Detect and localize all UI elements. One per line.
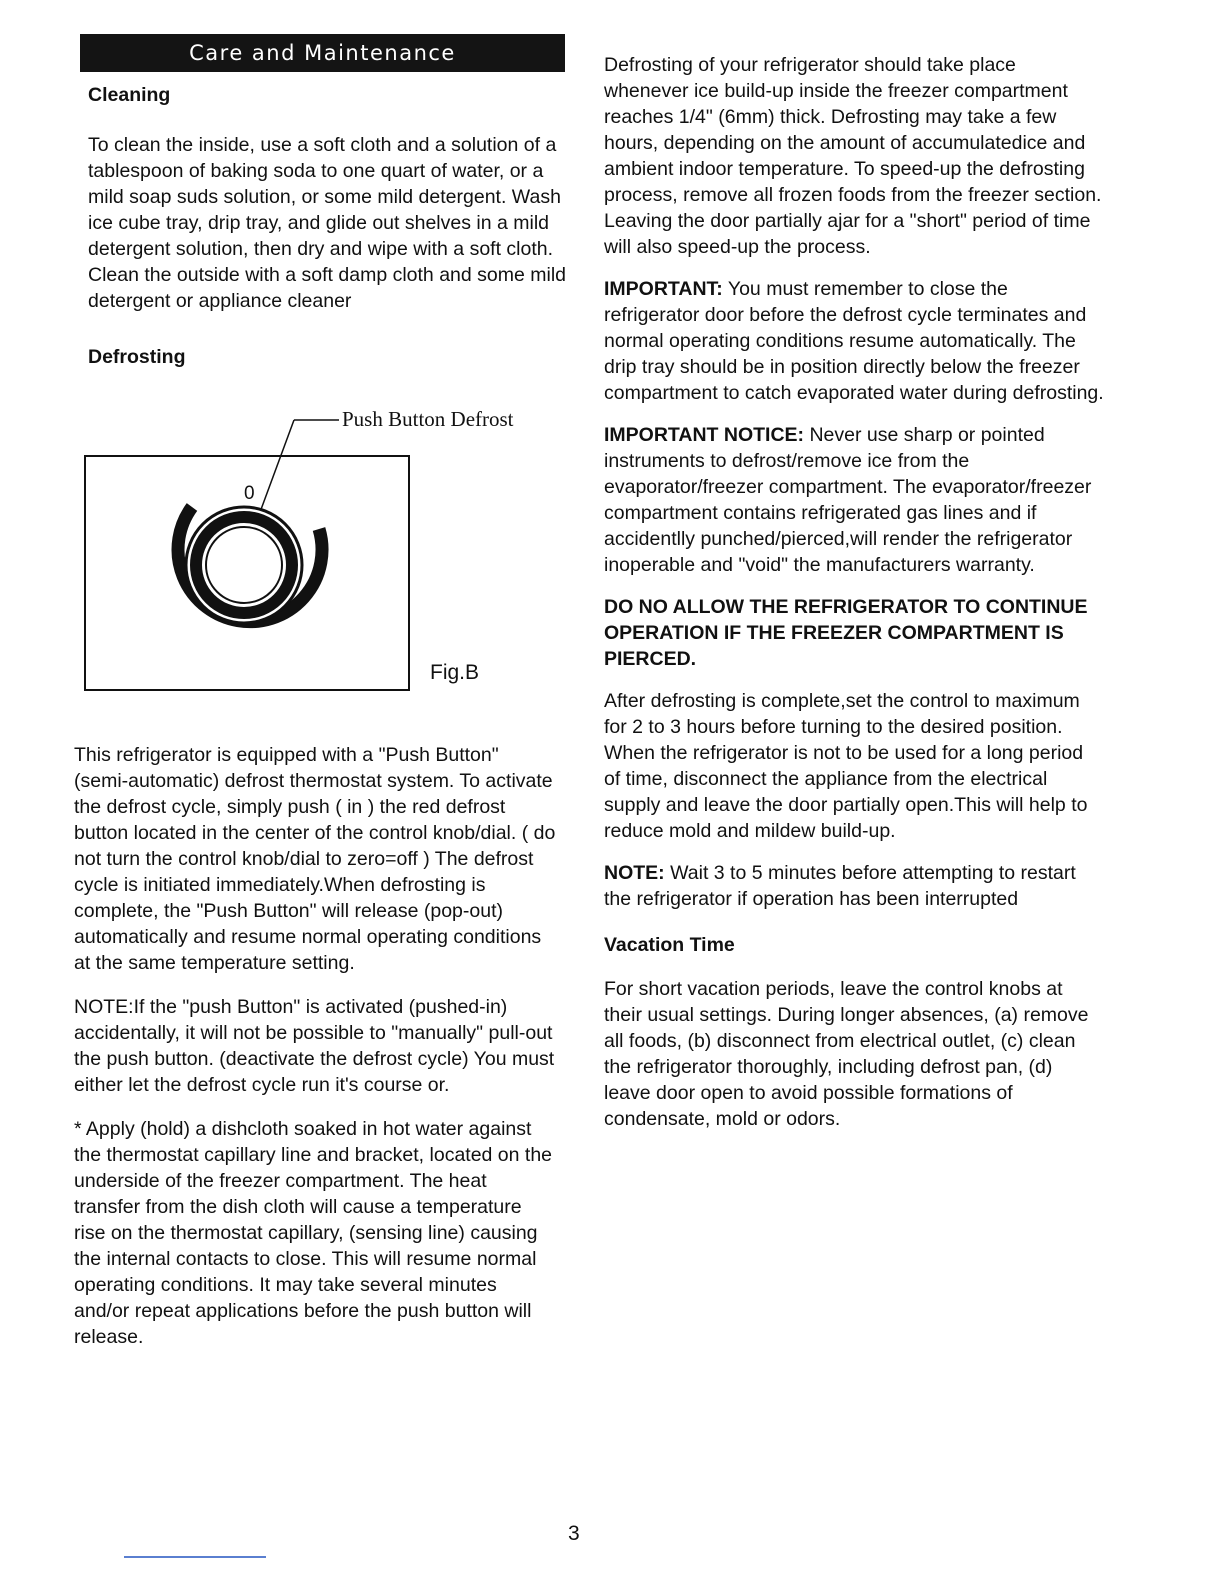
callout-line-leader: [256, 420, 294, 523]
figure-caption: Fig.B: [430, 661, 480, 684]
vacation-heading: Vacation Time: [604, 934, 735, 956]
dial-zero-label: 0: [244, 483, 255, 504]
important-notice-text: Never use sharp or pointed instruments to defrost/remove ice from the evaporator/freezer compartment. The evaporator/freezer compartment contains refrigerated gas lines and if accidentlly punched/pierced,will render the refrigerator inoperable and "void" the manufacturers warranty.: [604, 424, 1092, 576]
figure-callout-label: Push Button Defrost: [342, 407, 514, 431]
page-number: 3: [568, 1522, 580, 1545]
dishcloth-paragraph: * Apply (hold) a dishcloth soaked in hot water against the thermostat capillary line and bracket, located on the underside of the freezer compartment. The heat transfer from the dish cloth will cause a temperature rise on the thermostat capillary, (sensing line) causing the internal contacts to close. This will resume normal operating conditions. It may take several minutes and/or repeat applications before the push button will release.: [74, 1118, 553, 1348]
pierced-warning: DO NO ALLOW THE REFRIGERATOR TO CONTINUE OPERATION IF THE FREEZER COMPARTMENT IS PIERCED.: [604, 596, 1088, 670]
restart-note-paragraph: [604, 860, 1104, 912]
note-text: Wait 3 to 5 minutes before attempting to restart the refrigerator if operation has been interrupted: [604, 862, 1076, 910]
cleaning-paragraph: To clean the inside, use a soft cloth and a solution of a tablespoon of baking soda to one quart of water, or a mild soap suds solution, or some mild detergent. Wash ice cube tray, drip tray, and glide out shelves in a mild detergent solution, then dry and wipe with a soft cloth. Clean the outside with a soft damp cloth and some mild detergent or appliance cleaner: [88, 134, 567, 312]
important-notice-label: IMPORTANT NOTICE:: [604, 424, 805, 446]
footer-rule: [124, 1556, 266, 1558]
left-column-top: [88, 82, 566, 370]
push-button-paragraph: This refrigerator is equipped with a "Push Button" (semi-automatic) defrost thermostat system. To activate the defrost cycle, simply push ( in ) the red defrost button located in the center of the control knob/dial. ( do not turn the control knob/dial to zero=off ) The defrost cycle is initiated immediately.When defrosting is complete, the "Push Button" will release (pop-out) automatically and resume normal operating conditions at the same temperature setting.: [74, 744, 556, 974]
figure-b: [84, 405, 554, 695]
note-paragraph: NOTE:If the "push Button" is activated (pushed-in) accidentally, it will not be possible to "manually" pull-out the push button. (deactivate the defrost cycle) You must either let the defrost cycle run it's course or.: [74, 996, 555, 1096]
important-label: IMPORTANT:: [604, 278, 723, 300]
vacation-paragraph: For short vacation periods, leave the control knobs at their usual settings. During longer absences, (a) remove all foods, (b) disconnect from electrical outlet, (c) clean the refrigerator thoroughly, including defrost pan, (d) leave door open to avoid possible formations of condensate, mold or odors.: [604, 978, 1089, 1130]
note-label: NOTE:: [604, 862, 665, 884]
push-button-icon: [206, 527, 282, 603]
important-paragraph: [604, 276, 1104, 406]
cleaning-heading: Cleaning: [88, 84, 171, 106]
after-defrosting-paragraph: After defrosting is complete,set the control to maximum for 2 to 3 hours before turning to the desired position. When the refrigerator is not to be used for a long period of time, disconnect the appliance from the electrical supply and leave the door partially open.This will help to reduce mold and mildew build-up.: [604, 690, 1088, 842]
important-notice-paragraph: [604, 422, 1104, 578]
left-column-bottom: [74, 742, 556, 1350]
defrost-intro-paragraph: Defrosting of your refrigerator should take place whenever ice build-up inside the freezer compartment reaches 1/4" (6mm) thick. Defrosting may take a few hours, depending on the amount of accumulatedice and ambient indoor temperature. To speed-up the defrosting process, remove all frozen foods from the freezer section. Leaving the door partially ajar for a "short" period of time will also speed-up the process.: [604, 54, 1102, 258]
defrosting-heading: Defrosting: [88, 346, 186, 368]
right-column: [604, 52, 1104, 1132]
section-banner: Care and Maintenance: [80, 34, 565, 72]
defrost-dial-illustration: [84, 405, 554, 695]
important-text: You must remember to close the refrigerator door before the defrost cycle terminates and normal operating conditions resume automatically. The drip tray should be in position directly below the freezer compartment to catch evaporated water during defrosting.: [604, 278, 1104, 404]
